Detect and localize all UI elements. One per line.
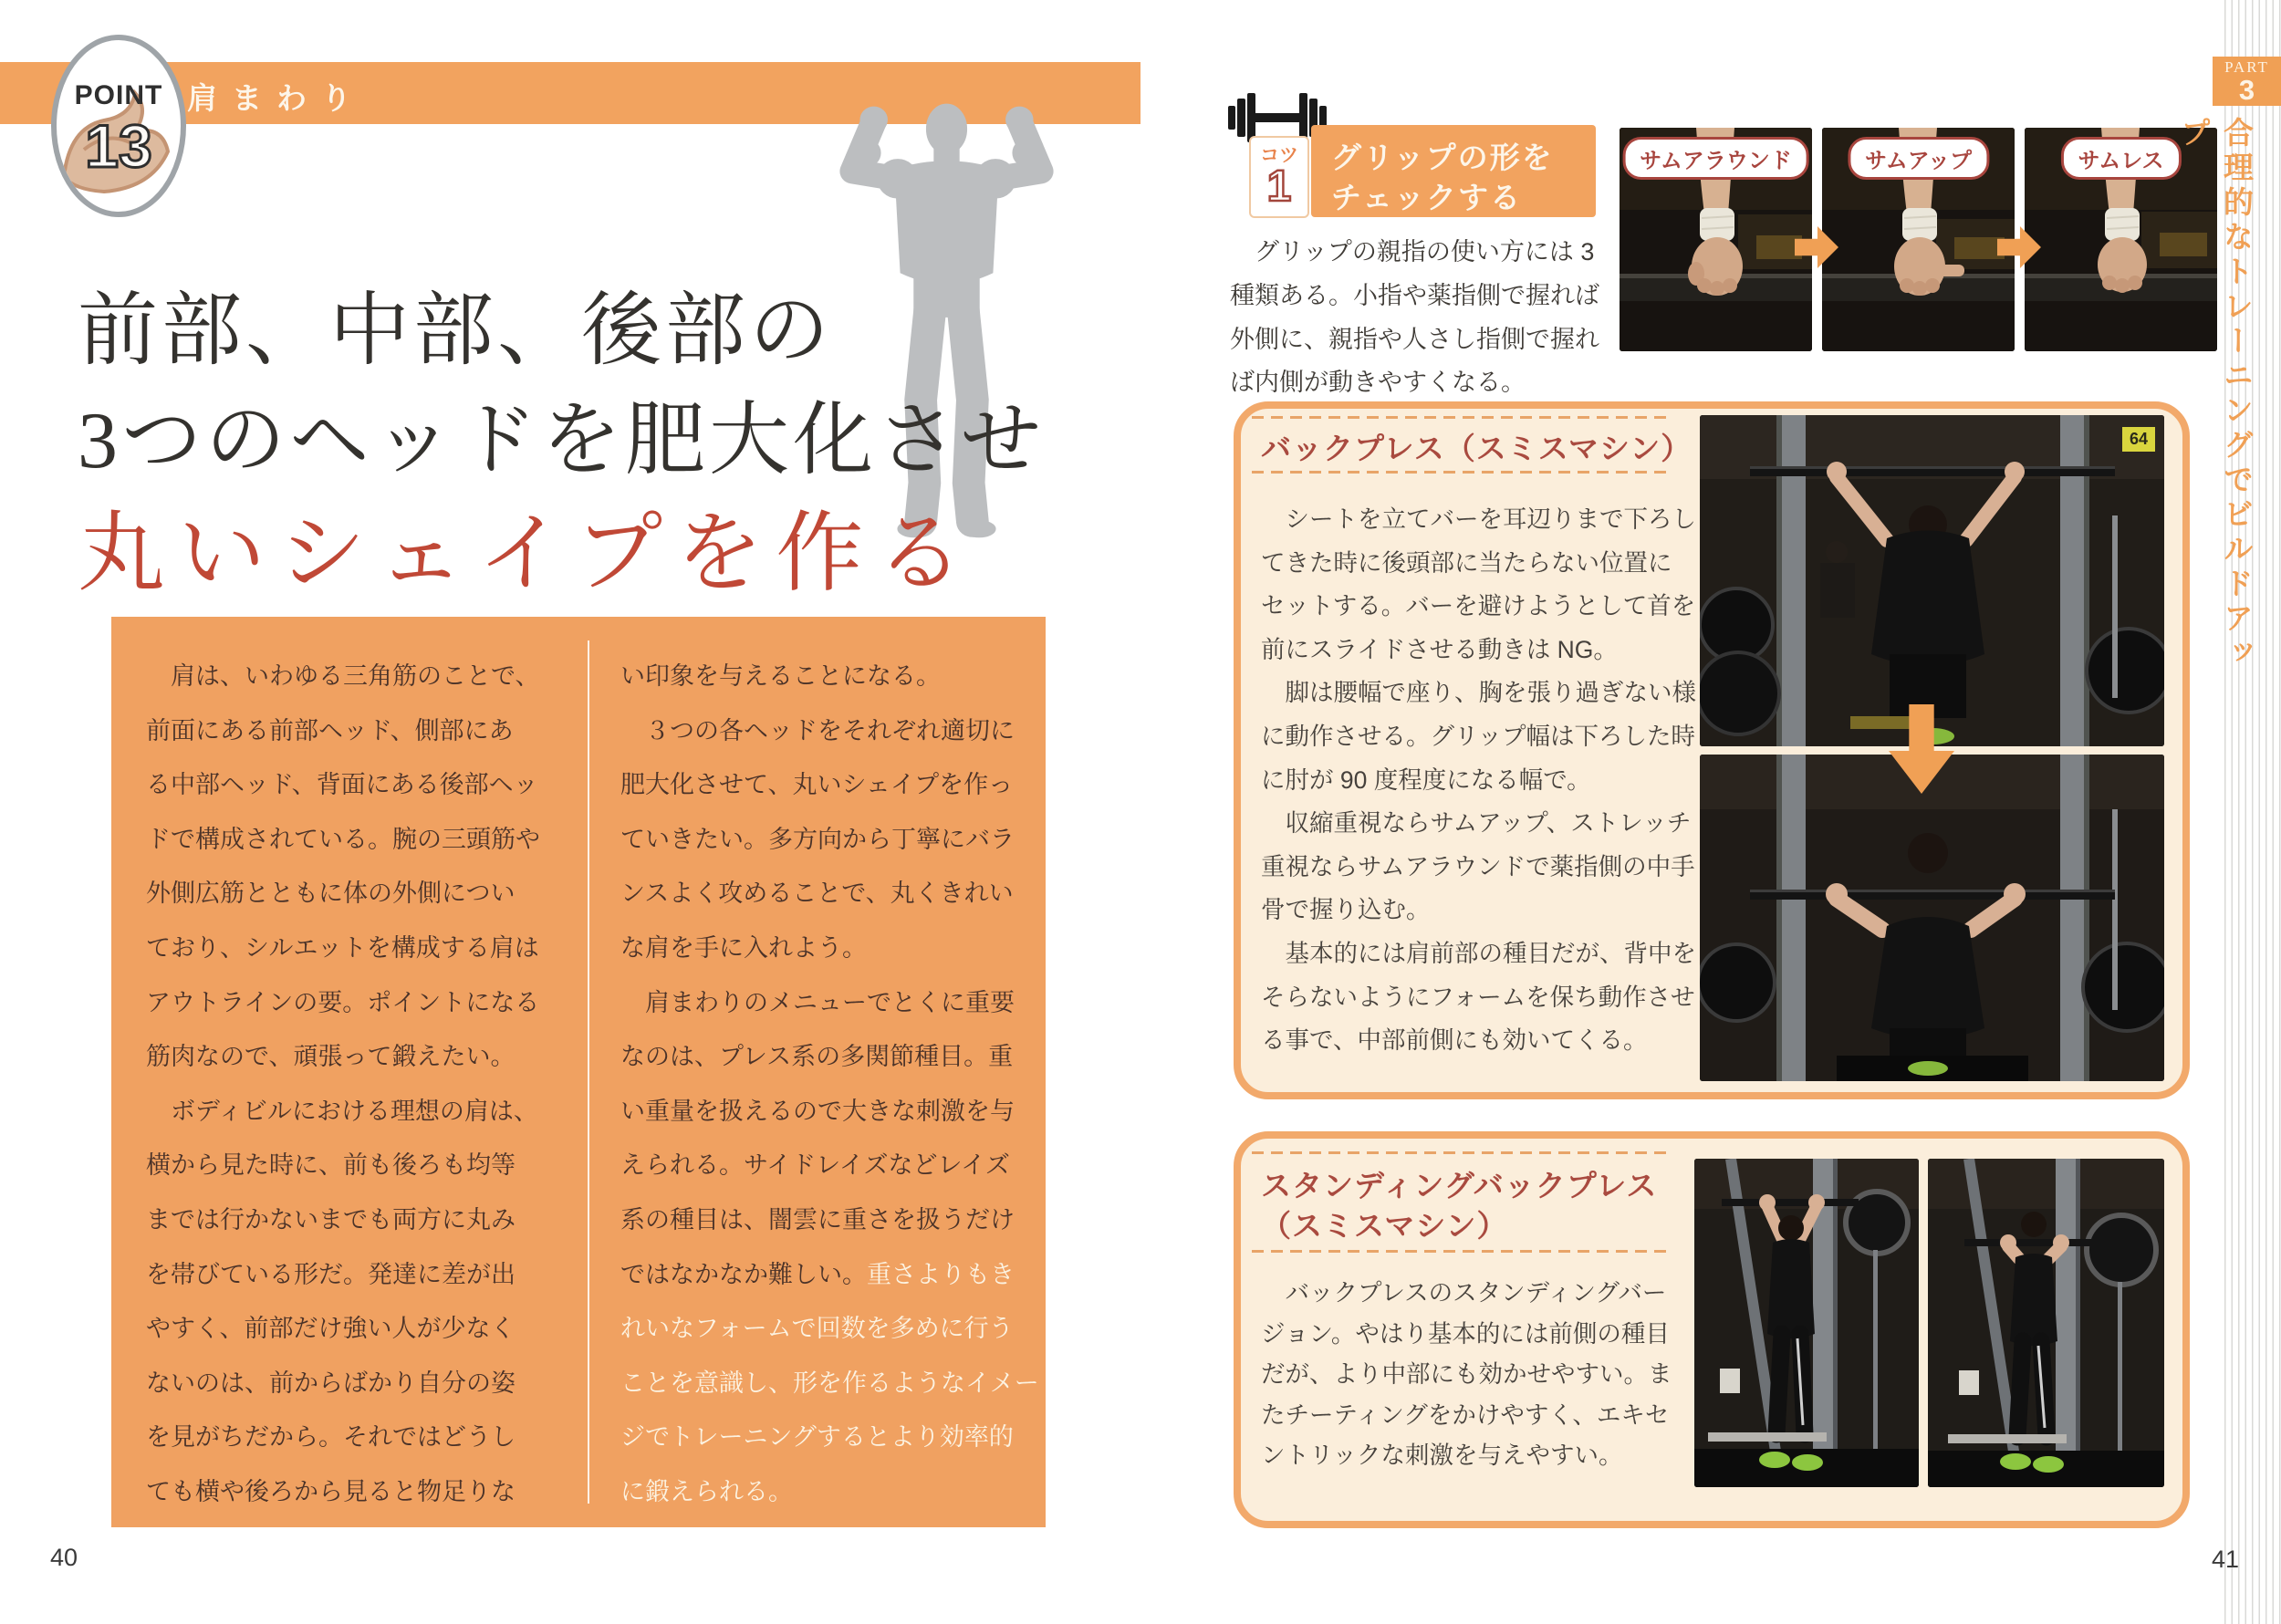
text-segment: 重さよりもき xyxy=(867,1260,1015,1288)
tip-badge-number: 1 xyxy=(1266,162,1292,211)
exercise-body-backpress xyxy=(1261,498,1704,1063)
text-line: 外側に、親指や人さし指側で握れ xyxy=(1230,325,1599,353)
text-line: 重視ならサムアラウンドで薬指側の中手 xyxy=(1261,852,1695,880)
exercise-title-backpress: バックプレス（スミスマシン） xyxy=(1261,432,1693,465)
text-line: ていきたい。多方向から丁寧にバラ xyxy=(620,825,1015,853)
text-line: ており、シルエットを構成する肩は xyxy=(146,933,539,962)
point-badge-label: POINT xyxy=(74,80,163,110)
text-line: なのは、プレス系の多関節種目。重 xyxy=(620,1043,1014,1071)
photo-grip-thumb-up xyxy=(1822,128,2015,351)
text-line: い印象を与えることになる。 xyxy=(620,662,941,690)
text-line: アウトラインの要。ポイントになる xyxy=(146,988,540,1016)
text-line xyxy=(620,1357,1049,1411)
text-line: 骨で握り込む。 xyxy=(1261,896,1431,924)
text-line: に肘が 90 度程度になる幅で。 xyxy=(1261,765,1591,794)
intro-column-1 xyxy=(146,650,575,1520)
photo-standing-backpress-top xyxy=(1694,1159,1919,1487)
text-line: バックプレスのスタンディングバー xyxy=(1261,1279,1667,1306)
photo-backpress-bottom-position xyxy=(1700,755,2164,1081)
text-line: に動作させる。グリップ幅は下ろした時 xyxy=(1261,722,1695,750)
text-line: ないのは、前からばかり自分の姿 xyxy=(146,1369,516,1397)
photo-backpress-top-position xyxy=(1700,415,2164,746)
text-line: てきた時に後頭部に当たらない位置に xyxy=(1261,548,1672,577)
text-line: 前面にある前部ヘッド、側部にあ xyxy=(146,716,514,744)
tip-number-badge xyxy=(1249,136,1309,218)
text-line xyxy=(620,1411,1049,1465)
text-line: までは行かないまでも両方に丸み xyxy=(146,1205,516,1234)
text-line: たチーティングをかけやすく、エキセ xyxy=(1261,1400,1670,1429)
text-line: 収縮重視ならサムアップ、ストレッチ xyxy=(1261,809,1692,838)
text-segment: ではなかなか難しい。 xyxy=(620,1260,867,1288)
grip-label-thumb-around: サムアラウンド xyxy=(1622,137,1809,180)
text-line: やすく、前部だけ強い人が少なく xyxy=(146,1315,516,1343)
tip-title-line1: グリップの形を xyxy=(1331,141,1554,174)
text-line: 脚は腰幅で座り、胸を張り過ぎない様 xyxy=(1261,679,1696,707)
photo-grip-thumbless xyxy=(2025,128,2217,351)
exercise-title-standing-line1: スタンディングバックプレス xyxy=(1261,1169,1658,1202)
text-segment: ジでトレーニングするとより効率的 xyxy=(620,1423,1014,1452)
text-line: グリップの親指の使い方には 3 xyxy=(1230,238,1595,265)
text-line: を帯びている形だ。発達に差が出 xyxy=(146,1260,516,1288)
text-line: そらないようにフォームを保ち動作させ xyxy=(1261,983,1695,1011)
tip-title-line2: チェックする xyxy=(1331,181,1523,214)
text-line: ば内側が動きやすくなる。 xyxy=(1230,369,1526,397)
text-line: る中部ヘッド、背面にある後部ヘッ xyxy=(146,771,538,799)
text-line: だが、より中部にも効かせやすい。ま xyxy=(1261,1360,1672,1389)
text-line: 種類ある。小指や薬指側で握れば xyxy=(1230,281,1599,309)
dashed-rule xyxy=(1252,1151,1670,1154)
page-number-left: 40 xyxy=(50,1544,78,1571)
text-line: ドで構成されている。腕の三頭筋や xyxy=(146,825,540,853)
tip-body-text xyxy=(1230,231,1613,405)
text-line xyxy=(620,1302,1049,1357)
photo-grip-thumb-around xyxy=(1620,128,1812,351)
text-line xyxy=(620,1465,1049,1520)
headline-line2: 3つのヘッドを肥大化させ xyxy=(78,397,1046,485)
part-label: PART xyxy=(2224,58,2269,76)
page-number-right: 41 xyxy=(2212,1546,2240,1573)
part-badge xyxy=(2213,57,2281,106)
text-line: セットする。バーを避けようとして首を xyxy=(1261,592,1696,620)
text-line: えられる。サイドレイズなどレイズ xyxy=(620,1151,1010,1180)
grip-label-thumbless: サムレス xyxy=(2060,137,2181,180)
intro-column-2 xyxy=(620,650,1049,1520)
column-divider xyxy=(588,640,589,1504)
sidebar-part-title: 合理的なトレーニングでビルドアップ xyxy=(2177,117,2254,671)
text-line: い重量を扱えるので大きな刺激を与 xyxy=(620,1097,1015,1125)
headline-line1: 前部、中部、後部の xyxy=(78,287,834,376)
text-line: 肩は、いわゆる三角筋のことで、 xyxy=(146,662,540,690)
text-line: 肩まわりのメニューでとくに重要 xyxy=(620,988,1015,1016)
text-line: ントリックな刺激を与えやすい。 xyxy=(1261,1442,1623,1470)
text-line: る事で、中部前側にも効いてくる。 xyxy=(1261,1026,1648,1055)
text-line xyxy=(620,1248,1049,1303)
text-line: を見がちだから。それではどうし xyxy=(146,1423,516,1452)
text-line: ンスよく攻めることで、丸くきれい xyxy=(620,880,1014,908)
text-line: ジョン。やはり基本的には前側の種目 xyxy=(1261,1319,1670,1348)
text-line: 系の種目は、闇雲に重さを扱うだけ xyxy=(620,1205,1015,1234)
point-badge xyxy=(51,35,186,217)
text-line: ３つの各ヘッドをそれぞれ適切に xyxy=(620,716,1015,744)
text-segment: に鍛えられる。 xyxy=(620,1477,793,1505)
text-line: 肥大化させて、丸いシェイプを作っ xyxy=(620,771,1014,799)
text-line: 横から見た時に、前も後ろも均等 xyxy=(146,1151,516,1180)
text-line: 前にスライドさせる動きは NG。 xyxy=(1261,635,1618,663)
dashed-rule xyxy=(1252,416,1670,419)
text-line: な肩を手に入れよう。 xyxy=(620,933,867,962)
tip-badge-label: コツ xyxy=(1260,145,1298,166)
headline-line3: 丸いシェイプを作る xyxy=(78,505,977,602)
grip-label-thumb-up: サムアップ xyxy=(1848,137,1989,180)
text-line: 基本的には肩前部の種目だが、背中を xyxy=(1261,939,1696,967)
text-segment: ことを意識し、形を作るようなイメー xyxy=(620,1369,1039,1397)
point-badge-number: 13 xyxy=(85,112,152,180)
photo-standing-backpress-bottom xyxy=(1928,1159,2164,1487)
text-line: ても横や後ろから見ると物足りな xyxy=(146,1477,516,1505)
text-line: 筋肉なので、頑張って鍛えたい。 xyxy=(146,1043,516,1071)
exercise-body-standing xyxy=(1261,1273,1704,1476)
dashed-rule xyxy=(1252,471,1670,474)
text-segment: れいなフォームで回数を多めに行う xyxy=(620,1315,1014,1343)
text-line: シートを立てバーを耳辺りまで下ろし xyxy=(1261,505,1696,533)
text-line: 外側広筋とともに体の外側につい xyxy=(146,880,516,908)
text-line: ボディビルにおける理想の肩は、 xyxy=(146,1097,538,1125)
part-number: 3 xyxy=(2238,74,2255,106)
dashed-rule xyxy=(1252,1250,1670,1253)
photo-weight-badge: 64 xyxy=(2122,427,2155,452)
exercise-title-standing-line2: （スミスマシン） xyxy=(1261,1209,1508,1243)
section-title: 肩まわり xyxy=(187,81,366,115)
